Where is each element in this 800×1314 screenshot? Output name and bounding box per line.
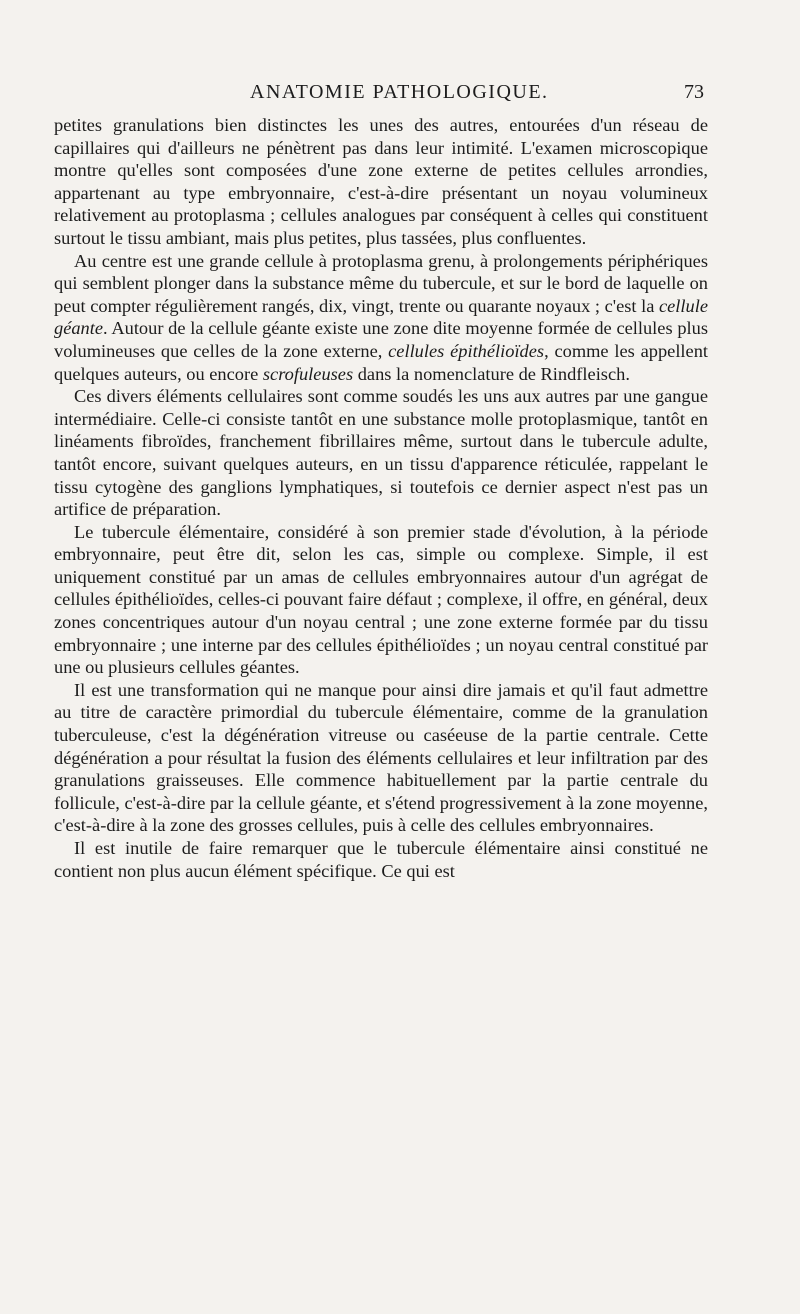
body-text	[54, 114, 708, 882]
page-number: 73	[684, 81, 704, 103]
text-run: Il est inutile de faire remarquer que le tubercule élémentaire ainsi constitué ne contient non plus aucun élément spécifique. Ce qui est	[54, 838, 708, 881]
text-run: Ces divers éléments cellulaires sont comme soudés les uns aux autres par une gangue intermédiaire. Celle-ci consiste tantôt en une substance molle protoplasmique, tantôt en linéaments fibroïdes, franchement fibrillaires même, surtout dans le tubercule adulte, tantôt encore, suivant quelques auteurs, en un tissu d'apparence réticulée, rappelant le tissu cytogène des ganglions lymphatiques, si toutefois ce dernier aspect n'est pas un artifice de préparation.	[54, 386, 708, 520]
text-run: petites granulations bien distinctes les unes des autres, entourées d'un réseau de capillaires qui d'ailleurs ne pénètrent pas dans leur intimité. L'examen microscopique montre qu'elles sont composées d'une zone externe de petites cellules arrondies, appartenant au type embryonnaire, c'est-à-dire présentant un noyau volumineux relativement au protoplasma ; cellules analogues par conséquent à celles qui constituent surtout le tissu ambiant, mais plus petites, plus tassées, plus confluentes.	[54, 115, 708, 248]
header-title: ANATOMIE PATHOLOGIQUE.	[250, 81, 549, 103]
italic-term: cellule géante	[54, 295, 708, 339]
text-run: Au centre est une grande cellule à protoplasma grenu, à prolongements périphériques qui semblent plonger dans la substance même du tubercule, et sur le bord de laquelle on peut compter régulièrement rangés, dix, vingt, trente ou quarante noyaux ; c'est la	[54, 250, 708, 316]
text-run: Le tubercule élémentaire, considéré à son premier stade d'évolution, à la période embryonnaire, peut être dit, selon les cas, simple ou complexe. Simple, il est uniquement constitué par un amas de cellules embryonnaires autour d'un agrégat de cellules épithélioïdes, celles-ci pouvant faire défaut ; complexe, il offre, en général, deux zones concentriques autour d'un noyau central ; une zone externe formée par du tissu embryonnaire ; une interne par des cellules épithélioïdes ; un noyau central constitué par une ou plusieurs cellules géantes.	[54, 521, 708, 678]
paragraph	[54, 114, 708, 250]
paragraph	[54, 250, 708, 386]
paragraph	[54, 521, 708, 679]
running-header	[0, 78, 800, 108]
paragraph	[54, 385, 708, 521]
text-run: Il est une transformation qui ne manque pour ainsi dire jamais et qu'il faut admettre au titre de caractère primordial du tubercule élémentaire, comme de la granulation tuberculeuse, c'est la dégénération vitreuse ou caséeuse de la partie centrale. Cette dégénération a pour résultat la fusion des éléments cellulaires et leur infiltration par des granulations graisseuses. Elle commence habituellement par la partie centrale du follicule, c'est-à-dire par la cellule géante, et s'étend progressivement à la zone moyenne, c'est-à-dire à la zone des grosses cellules, puis à celle des cellules embryonnaires.	[54, 679, 708, 836]
text-run: . Autour de la cellule géante existe une zone dite moyenne formée de cellules plus volumineuses que celles de la zone externe,	[54, 318, 708, 361]
text-run: , comme les appellent quelques auteurs, ou encore	[54, 340, 709, 384]
paragraph	[54, 679, 708, 837]
text-run: dans la nomenclature de Rindfleisch.	[353, 363, 630, 384]
italic-term: cellules épithélioïdes	[388, 340, 545, 361]
paragraph	[54, 837, 708, 882]
italic-term: scrofuleuses	[262, 363, 354, 384]
